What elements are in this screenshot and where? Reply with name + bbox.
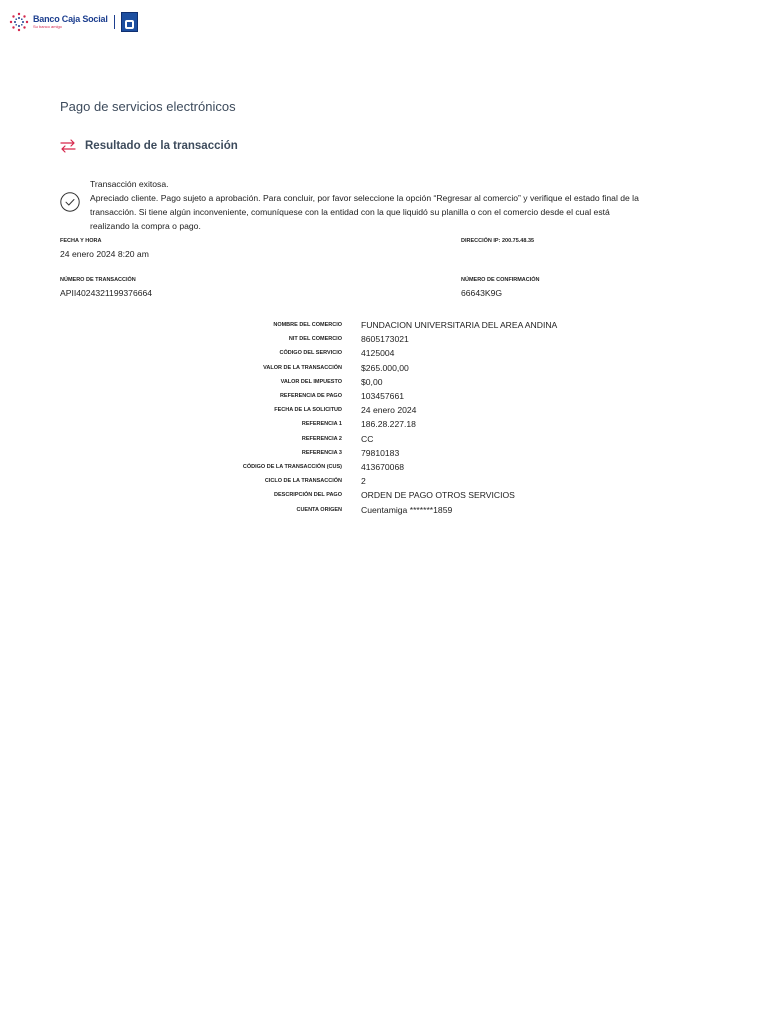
fecha-value: 24 enero 2024 8:20 am xyxy=(60,249,149,259)
transaction-details xyxy=(170,318,590,517)
header xyxy=(8,11,138,33)
ip-label: DIRECCIÓN IP: 200.75.48.35 xyxy=(461,238,535,244)
detail-row xyxy=(170,375,590,389)
detail-row xyxy=(170,403,590,417)
detail-row xyxy=(170,460,590,474)
detail-row xyxy=(170,417,590,431)
transaccion-value: APII4024321199376664 xyxy=(60,288,153,298)
detail-label: NOMBRE DEL COMERCIO xyxy=(273,322,342,329)
status-title: Transacción exitosa. xyxy=(90,179,169,189)
detail-row xyxy=(170,446,590,460)
status-message xyxy=(60,177,650,233)
brand-tagline: Su banco amigo xyxy=(33,24,62,29)
detail-label: REFERENCIA 2 xyxy=(301,435,342,442)
detail-label: FECHA DE LA SOLICITUD xyxy=(274,407,342,414)
detail-row xyxy=(170,432,590,446)
detail-value: CC xyxy=(361,433,374,444)
detail-row xyxy=(170,318,590,332)
detail-row xyxy=(170,361,590,375)
confirmacion-value: 66643K9G xyxy=(461,288,503,298)
detail-label: DESCRIPCIÓN DEL PAGO xyxy=(274,492,342,499)
detail-row xyxy=(170,502,590,516)
brand-name: Banco Caja Social xyxy=(33,14,108,24)
detail-label: VALOR DEL IMPUESTO xyxy=(280,378,342,385)
detail-row xyxy=(170,346,590,360)
fecha-label: FECHA Y HORA xyxy=(60,238,102,244)
section-header xyxy=(59,137,238,155)
bank-logo-icon xyxy=(8,11,30,33)
detail-value: 413670068 xyxy=(361,461,405,472)
brand xyxy=(33,15,108,29)
detail-label: CICLO DE LA TRANSACCIÓN xyxy=(264,478,342,485)
detail-value: Cuentamiga *******1859 xyxy=(361,504,453,515)
detail-value: 24 enero 2024 xyxy=(361,405,417,416)
detail-label: REFERENCIA DE PAGO xyxy=(279,393,342,400)
detail-value: 8605173021 xyxy=(361,334,409,345)
confirmacion-label: NÚMERO DE CONFIRMACIÓN xyxy=(461,277,540,283)
detail-value: 4125004 xyxy=(361,348,395,359)
page-title: Pago de servicios electrónicos xyxy=(60,99,236,114)
detail-row xyxy=(170,474,590,488)
detail-label: VALOR DE LA TRANSACCIÓN xyxy=(263,364,342,371)
detail-value: ORDEN DE PAGO OTROS SERVICIOS xyxy=(361,490,515,501)
status-body: Apreciado cliente. Pago sujeto a aprobación. Para concluir, por favor seleccione la opción “Regresar al comercio” y verifique el estado final de la transacción. Si tiene algún inconveniente, comuníquese con la entidad con la que liquidó su planilla o con el comercio desde el cual está realizando la compra o pago. xyxy=(90,193,639,231)
check-circle-icon xyxy=(60,192,80,212)
transfer-arrows-icon xyxy=(59,137,77,155)
detail-label: NIT DEL COMERCIO xyxy=(288,336,342,343)
transaccion-label: NÚMERO DE TRANSACCIÓN xyxy=(60,277,136,283)
detail-row xyxy=(170,488,590,502)
detail-value: 186.28.227.18 xyxy=(361,419,416,430)
detail-row xyxy=(170,332,590,346)
detail-label: REFERENCIA 3 xyxy=(301,449,342,456)
detail-value: 79810183 xyxy=(361,447,400,458)
detail-value: FUNDACION UNIVERSITARIA DEL AREA ANDINA xyxy=(361,320,558,331)
partner-logo-icon xyxy=(121,12,138,32)
detail-value: 2 xyxy=(361,476,366,487)
detail-label: REFERENCIA 1 xyxy=(301,421,342,428)
brand-divider xyxy=(114,15,115,29)
detail-label: CUENTA ORIGEN xyxy=(296,506,342,513)
detail-label: CÓDIGO DEL SERVICIO xyxy=(279,350,342,357)
detail-value: $0,00 xyxy=(361,376,383,387)
section-title: Resultado de la transacción xyxy=(85,140,238,152)
detail-value: 103457661 xyxy=(361,391,405,402)
detail-label: CÓDIGO DE LA TRANSACCIÓN (CUS) xyxy=(242,463,342,470)
detail-value: $265.000,00 xyxy=(361,362,409,373)
detail-row xyxy=(170,389,590,403)
